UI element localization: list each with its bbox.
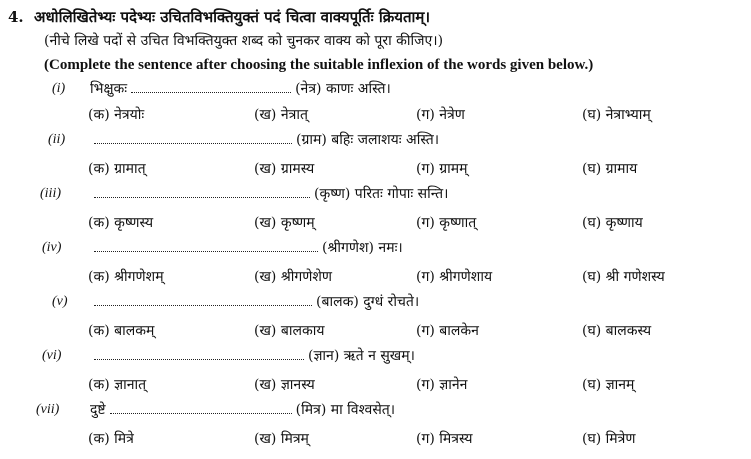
answer-option[interactable]: (ख) मित्रम् [254, 431, 309, 447]
sentence-suffix: (बालक) दुग्धं रोचते। [316, 294, 420, 310]
sentence-suffix: (कृष्ण) परितः गोपाः सन्ति। [314, 186, 449, 202]
item-roman-number: (i) [52, 81, 66, 96]
sentence-suffix: (ग्राम) बहिः जलाशयः अस्ति। [296, 132, 440, 148]
answer-option[interactable]: (ग) ज्ञानेन [416, 377, 468, 393]
item-roman-number: (ii) [48, 132, 66, 147]
answer-option[interactable]: (घ) ज्ञानम् [582, 377, 635, 393]
answer-option[interactable]: (ख) बालकाय [254, 323, 325, 339]
answer-option[interactable]: (क) कृष्णस्य [88, 215, 154, 231]
answer-option[interactable]: (घ) मित्रेण [582, 431, 636, 447]
answer-blank[interactable] [94, 293, 312, 306]
answer-option[interactable]: (ग) श्रीगणेशाय [416, 269, 493, 285]
item-roman-number: (vi) [42, 348, 62, 363]
answer-option[interactable]: (घ) श्री गणेशस्य [582, 269, 665, 285]
answer-option[interactable]: (ख) कृष्णम् [254, 215, 315, 231]
answer-option[interactable]: (घ) बालकस्य [582, 323, 652, 339]
item-roman-number: (v) [52, 294, 68, 309]
answer-option[interactable]: (ग) बालकेन [416, 323, 479, 339]
answer-option[interactable]: (घ) कृष्णाय [582, 215, 643, 231]
sentence-suffix: (मित्र) मा विश्वसेत्। [295, 402, 396, 418]
answer-option[interactable]: (ग) कृष्णात् [416, 215, 477, 231]
english-instruction: (Complete the sentence after choosing the suitable inflexion of the words given below.) [44, 57, 594, 73]
answer-option[interactable]: (ख) नेत्रात् [254, 107, 308, 123]
answer-option[interactable]: (क) ज्ञानात् [88, 377, 147, 393]
item-roman-number: (vii) [36, 402, 60, 417]
answer-blank[interactable] [94, 185, 310, 198]
sentence-suffix: (नेत्र) काणः अस्ति। [295, 81, 391, 97]
item-sentence [90, 80, 391, 98]
answer-option[interactable]: (ख) ज्ञानस्य [254, 377, 315, 393]
answer-option[interactable]: (ख) ग्रामस्य [254, 161, 315, 177]
answer-blank[interactable] [94, 347, 304, 360]
hindi-instruction: (नीचे लिखे पदों से उचित विभक्तियुक्त शब्द को चुनकर वाक्य को पूरा कीजिए।) [44, 33, 444, 49]
sentence-prefix: भिक्षुकः [90, 81, 128, 97]
question-number: 4. [8, 8, 24, 26]
item-sentence [90, 347, 415, 365]
answer-option[interactable]: (ख) श्रीगणेशेण [254, 269, 333, 285]
answer-option[interactable]: (क) श्रीगणेशम् [88, 269, 164, 285]
answer-option[interactable]: (ग) मित्रस्य [416, 431, 473, 447]
answer-option[interactable]: (ग) नेत्रेण [416, 107, 465, 123]
answer-blank[interactable] [131, 80, 291, 93]
item-sentence [90, 293, 419, 311]
answer-option[interactable]: (घ) नेत्राभ्याम् [582, 107, 651, 123]
answer-option[interactable]: (क) ग्रामात् [88, 161, 146, 177]
item-sentence [90, 185, 448, 203]
item-sentence [90, 239, 403, 257]
answer-blank[interactable] [110, 401, 292, 414]
item-sentence [90, 401, 395, 419]
answer-option[interactable]: (घ) ग्रामाय [582, 161, 638, 177]
item-roman-number: (iii) [40, 186, 61, 201]
answer-option[interactable]: (क) मित्रे [88, 431, 134, 447]
sentence-suffix: (श्रीगणेश) नमः। [322, 240, 403, 256]
sentence-suffix: (ज्ञान) ऋते न सुखम्। [308, 348, 415, 364]
item-sentence [90, 131, 439, 149]
item-roman-number: (iv) [42, 240, 62, 255]
answer-option[interactable]: (क) नेत्रयोः [88, 107, 145, 123]
answer-blank[interactable] [94, 239, 318, 252]
sentence-prefix: दुष्टे [90, 402, 106, 418]
answer-option[interactable]: (क) बालकम् [88, 323, 155, 339]
question-heading: अधोलिखितेभ्यः पदेभ्यः उचितविभक्तियुक्तं पदं चित्वा वाक्यपूर्तिः क्रियताम्। [34, 8, 431, 26]
answer-blank[interactable] [94, 131, 292, 144]
answer-option[interactable]: (ग) ग्रामम् [416, 161, 468, 177]
